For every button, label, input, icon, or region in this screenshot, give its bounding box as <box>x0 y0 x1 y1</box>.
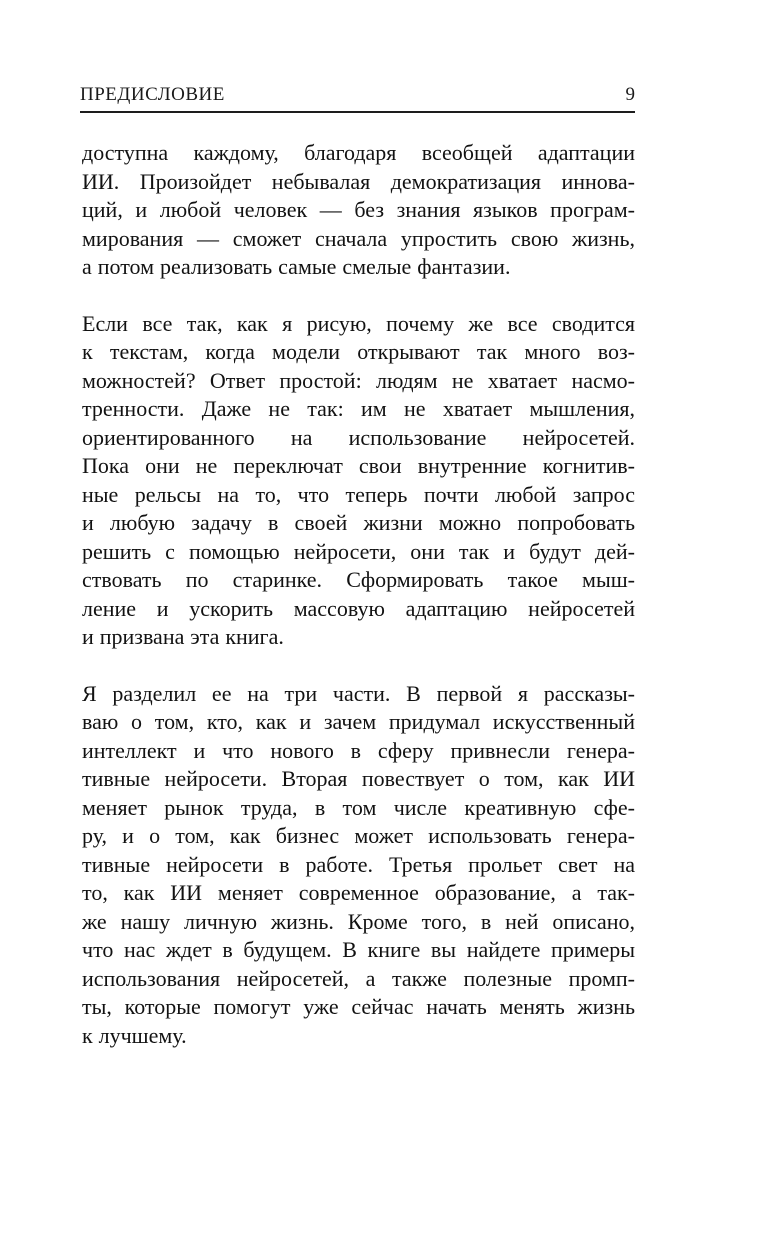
text-line: можностей? Ответ простой: людям не хватает насмо- <box>82 367 635 393</box>
page-number: 9 <box>625 84 635 105</box>
body-text <box>82 139 635 1078</box>
text-line: тивные нейросети. Вторая повествует о том, как ИИ <box>82 766 635 791</box>
text-line: ций, и любой человек — без знания языков програм- <box>82 197 635 222</box>
text-line: и любую задачу в своей жизни можно попробовать <box>82 510 635 535</box>
text-line: к текстам, когда модели открывают так много воз- <box>82 339 635 364</box>
text-line: ные рельсы на то, что теперь почти любой запрос <box>82 481 635 507</box>
paragraph <box>82 310 635 652</box>
text-line: мирования — сможет сначала упростить свою жизнь, <box>82 225 635 251</box>
page-header <box>80 84 635 106</box>
text-line: Пока они не переключат свои внутренние когнитив- <box>82 453 635 478</box>
text-line: и призвана эта книга. <box>82 624 284 649</box>
text-line: же нашу личную жизнь. Кроме того, в ней описано, <box>82 908 635 934</box>
text-line: что нас ждет в будущем. В книге вы найдете примеры <box>82 937 635 962</box>
text-line: использования нейросетей, а также полезные промп- <box>82 965 635 991</box>
text-line: ИИ. Произойдет небывалая демократизация иннова- <box>82 168 635 194</box>
text-line: ление и ускорить массовую адаптацию нейросетей <box>82 595 635 621</box>
header-rule <box>80 111 635 113</box>
text-line: тивные нейросети в работе. Третья прольет свет на <box>82 851 635 877</box>
text-line: Я разделил ее на три части. В первой я рассказы- <box>82 680 635 706</box>
running-header-title: ПРЕДИСЛОВИЕ <box>80 84 225 105</box>
text-line: ствовать по старинке. Сформировать такое мыш- <box>82 567 635 592</box>
text-line: доступна каждому, благодаря всеобщей адаптации <box>82 140 635 165</box>
text-line: ориентированного на использование нейросетей. <box>82 424 635 450</box>
text-line: а потом реализовать самые смелые фантазии. <box>82 254 511 279</box>
text-line: ты, которые помогут уже сейчас начать менять жизнь <box>82 994 635 1019</box>
paragraph <box>82 139 635 282</box>
text-line: интеллект и что нового в сферу привнесли генера- <box>82 737 635 763</box>
text-line: ваю о том, кто, как и зачем придумал искусственный <box>82 709 635 734</box>
text-line: меняет рынок труда, в том числе креативную сфе- <box>82 794 635 820</box>
text-line: к лучшему. <box>82 1022 187 1048</box>
text-line: тренности. Даже не так: им не хватает мышления, <box>82 396 635 421</box>
text-line: ру, и о том, как бизнес может использовать генера- <box>82 823 635 848</box>
paragraph <box>82 680 635 1051</box>
text-line: Если все так, как я рисую, почему же все сводится <box>82 310 635 336</box>
text-line: решить с помощью нейросети, они так и будут дей- <box>82 538 635 564</box>
text-line: то, как ИИ меняет современное образование, а так- <box>82 880 635 905</box>
